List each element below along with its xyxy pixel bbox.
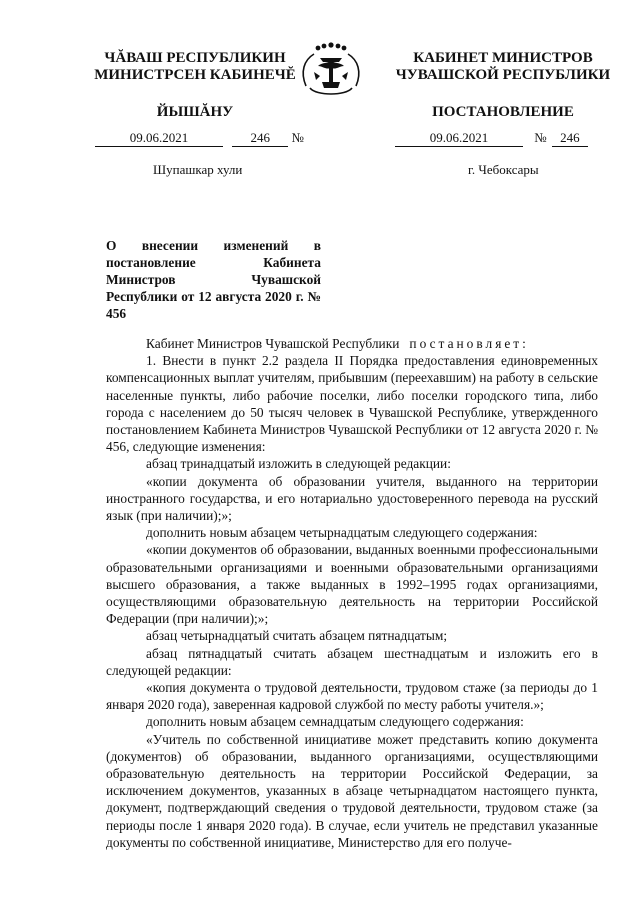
header-russian-line1: КАБИНЕТ МИНИСТРОВ	[413, 50, 593, 66]
body-paragraph: дополнить новым абзацем семнадцатым следующего содержания:	[146, 714, 524, 730]
place-chuvash: Шупашкар хули	[153, 162, 243, 177]
header-russian	[378, 50, 628, 121]
body-paragraph: абзац пятнадцатый считать абзацем шестнадцатым и изложить его в следующей редакции:	[106, 645, 598, 678]
header-russian-doc-type: ПОСТАНОВЛЕНИЕ	[432, 104, 574, 120]
header-russian-line2: ЧУВАШСКОЙ РЕСПУБЛИКИ	[395, 67, 611, 83]
document-body	[106, 335, 598, 851]
number-field: 246	[232, 130, 288, 147]
document-title: О внесении изменений в постановление Кабинета Министров Чувашской Республики от 12 августа 2020 г. № 456	[106, 238, 321, 321]
intro-prefix: Кабинет Министров Чувашской Республики	[146, 336, 400, 351]
date-number-russian	[395, 130, 588, 147]
intro-paragraph	[106, 335, 598, 352]
header-chuvash-doc-type: ЙЫШĂНУ	[156, 104, 234, 120]
place-russian: г. Чебоксары	[468, 162, 539, 177]
number-sign: №	[291, 130, 304, 145]
coat-of-arms-icon	[296, 42, 366, 104]
body-paragraph: абзац четырнадцатый считать абзацем пятнадцатым;	[146, 628, 448, 644]
intro-verb: постановляет:	[409, 336, 529, 351]
body-paragraph: абзац тринадцатый изложить в следующей редакции:	[146, 456, 451, 472]
header-chuvash	[70, 50, 320, 121]
number-field: 246	[552, 130, 588, 147]
number-sign: №	[534, 130, 547, 145]
body-paragraph: 1. Внести в пункт 2.2 раздела II Порядка предоставления единовременных компенсационных выплат учителям, прибывшим (переехавшим) на работу в сельские населенные пункты, либо рабочие поселки, либо поселки городского типа, либо города с населением до 50 тысяч человек в Чувашской Республике, утвержденного постановлением Кабинета Министров Чувашской Республики от 12 августа 2020 г. № 456, следующие изменения:	[106, 353, 598, 455]
body-paragraph: «копия документа о трудовой деятельности, трудовом стаже (за периоды до 1 января 2020 года), заверенная кадровой службой по месту работы учителя.»;	[106, 680, 598, 713]
header-chuvash-line1: ЧĂВАШ РЕСПУБЛИКИН	[104, 50, 286, 66]
header-chuvash-line2: МИНИСТРСЕН КАБИНЕЧĔ	[94, 67, 296, 83]
date-field: 09.06.2021	[95, 130, 223, 147]
body-paragraph: дополнить новым абзацем четырнадцатым следующего содержания:	[146, 525, 538, 541]
body-paragraph: «копии документов об образовании, выданных военными профессиональными образовательными организациями и военными образовательными организациями высшего образования, а также выданных в 1992–1995 годах организациями, осуществляющими образовательную деятельность на территории Российской Федерации (при наличии);»;	[106, 542, 598, 627]
body-paragraph: «копии документа об образовании учителя, выданного на территории иностранного государства, и его нотариально удостоверенного перевода на русский язык (при наличии);»;	[106, 473, 598, 524]
date-field: 09.06.2021	[395, 130, 523, 147]
date-number-chuvash	[95, 130, 304, 147]
body-paragraph: «Учитель по собственной инициативе может представить копию документа (документов) об образовании, выданного организациями, осуществляющими образовательную деятельность на территории Российской Федерации, за исключением документов, указанных в абзаце четырнадцатом настоящего пункта, документ, подтверждающий сведения о трудовой деятельности, трудовом стаже (за периоды после 1 января 2020 года). В случае, если учитель не представил указанные документы по собственной инициативе, Министерство для его получе-	[106, 731, 598, 850]
